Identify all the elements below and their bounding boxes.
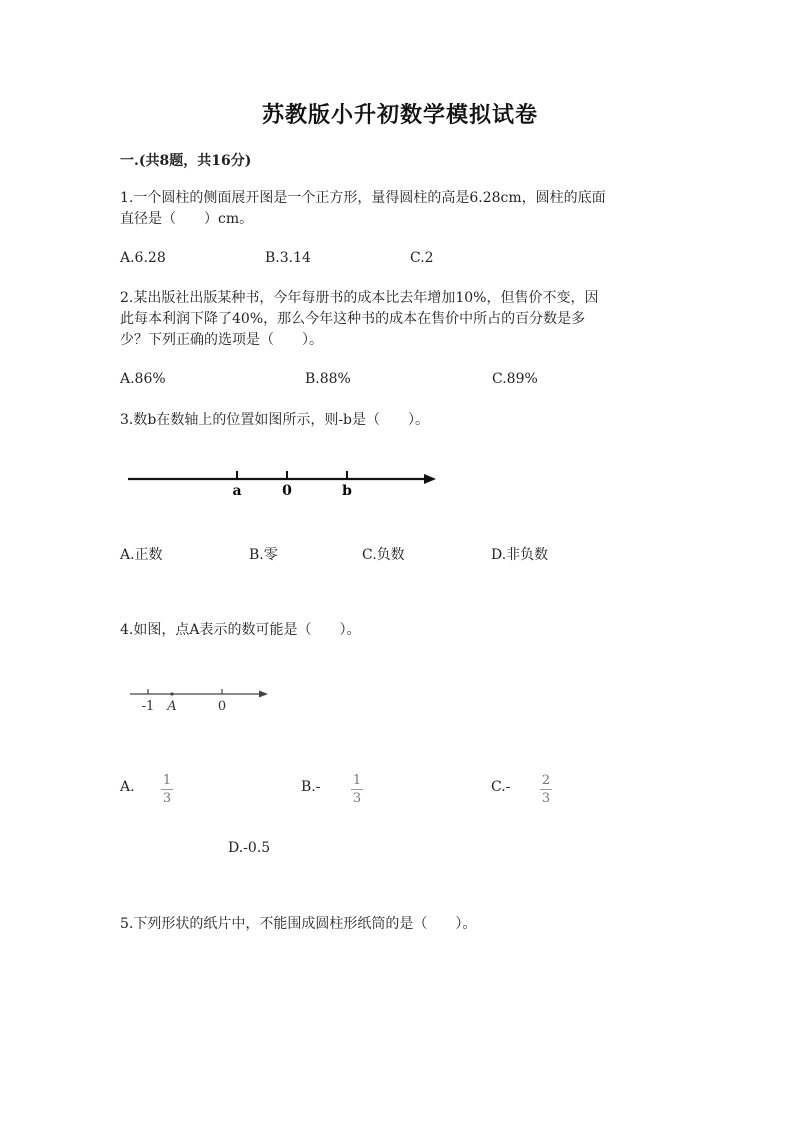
fraction-bar: [540, 789, 552, 790]
question-2-line-2: 此每本利润下降了40%，那么今年这种书的成本在售价中所占的百分数是多: [120, 311, 586, 327]
q4-number-line: [120, 682, 280, 716]
question-2-line-3: 少？下列正确的选项是（ ）。: [120, 332, 323, 348]
q4-point-a: [170, 692, 173, 695]
q4-label-0: 0: [217, 699, 227, 714]
q4-option-c-prefix: C.-: [491, 779, 511, 795]
q1-option-c: C.2: [410, 250, 434, 266]
q3-label-b: b: [342, 483, 352, 499]
page-title: 苏教版小升初数学模拟试卷: [261, 102, 538, 128]
q4-option-c-denominator: 3: [541, 791, 551, 806]
q1-option-a: A.6.28: [120, 250, 166, 266]
question-3: 3.数b在数轴上的位置如图所示，则-b是（ ）。: [120, 412, 430, 428]
question-1-line-1: 1.一个圆柱的侧面展开图是一个正方形，量得圆柱的高是6.28cm，圆柱的底面: [120, 190, 606, 206]
question-1: [120, 188, 606, 230]
q3-option-a: A.正数: [120, 547, 163, 563]
q2-option-a: A.86%: [120, 371, 166, 387]
q4-option-d: D.-0.5: [228, 840, 271, 856]
q2-option-b: B.88%: [305, 371, 351, 387]
q4-option-a-denominator: 3: [162, 791, 172, 806]
q4-label-neg1: -1: [141, 699, 155, 714]
q3-axis-arrow: [424, 474, 436, 484]
question-5: 5.下列形状的纸片中，不能围成圆柱形纸筒的是（ ）。: [120, 916, 477, 932]
q4-option-a-numerator: 1: [162, 773, 172, 788]
q4-option-b-fraction: [351, 773, 363, 806]
q4-option-c-numerator: 2: [541, 773, 551, 788]
q4-option-b-denominator: 3: [352, 791, 362, 806]
q3-option-b: B.零: [249, 547, 278, 563]
fraction-bar: [161, 789, 173, 790]
section-heading: 一.(共8题，共16分): [120, 153, 252, 169]
q4-option-a-fraction: [161, 773, 173, 806]
q4-option-b-numerator: 1: [352, 773, 362, 788]
q2-option-c: C.89%: [492, 371, 538, 387]
q1-option-b: B.3.14: [265, 250, 311, 266]
q3-label-0: 0: [282, 483, 292, 499]
q3-option-d: D.非负数: [491, 547, 549, 563]
question-2: [120, 288, 598, 351]
q4-option-b-prefix: B.-: [301, 779, 321, 795]
q4-option-a-prefix: A.: [120, 779, 135, 795]
q3-number-line: [120, 462, 450, 502]
fraction-bar: [351, 789, 363, 790]
q4-label-a: A: [167, 699, 177, 714]
q4-axis-arrow: [259, 691, 268, 698]
question-4: 4.如图，点A表示的数可能是（ ）。: [120, 622, 361, 638]
q3-label-a: a: [232, 483, 242, 499]
question-1-line-2: 直径是（ ）cm。: [120, 211, 254, 227]
q3-option-c: C.负数: [362, 547, 405, 563]
question-2-line-1: 2.某出版社出版某种书，今年每册书的成本比去年增加10%，但售价不变，因: [120, 290, 599, 306]
q4-option-c-fraction: [540, 773, 552, 806]
